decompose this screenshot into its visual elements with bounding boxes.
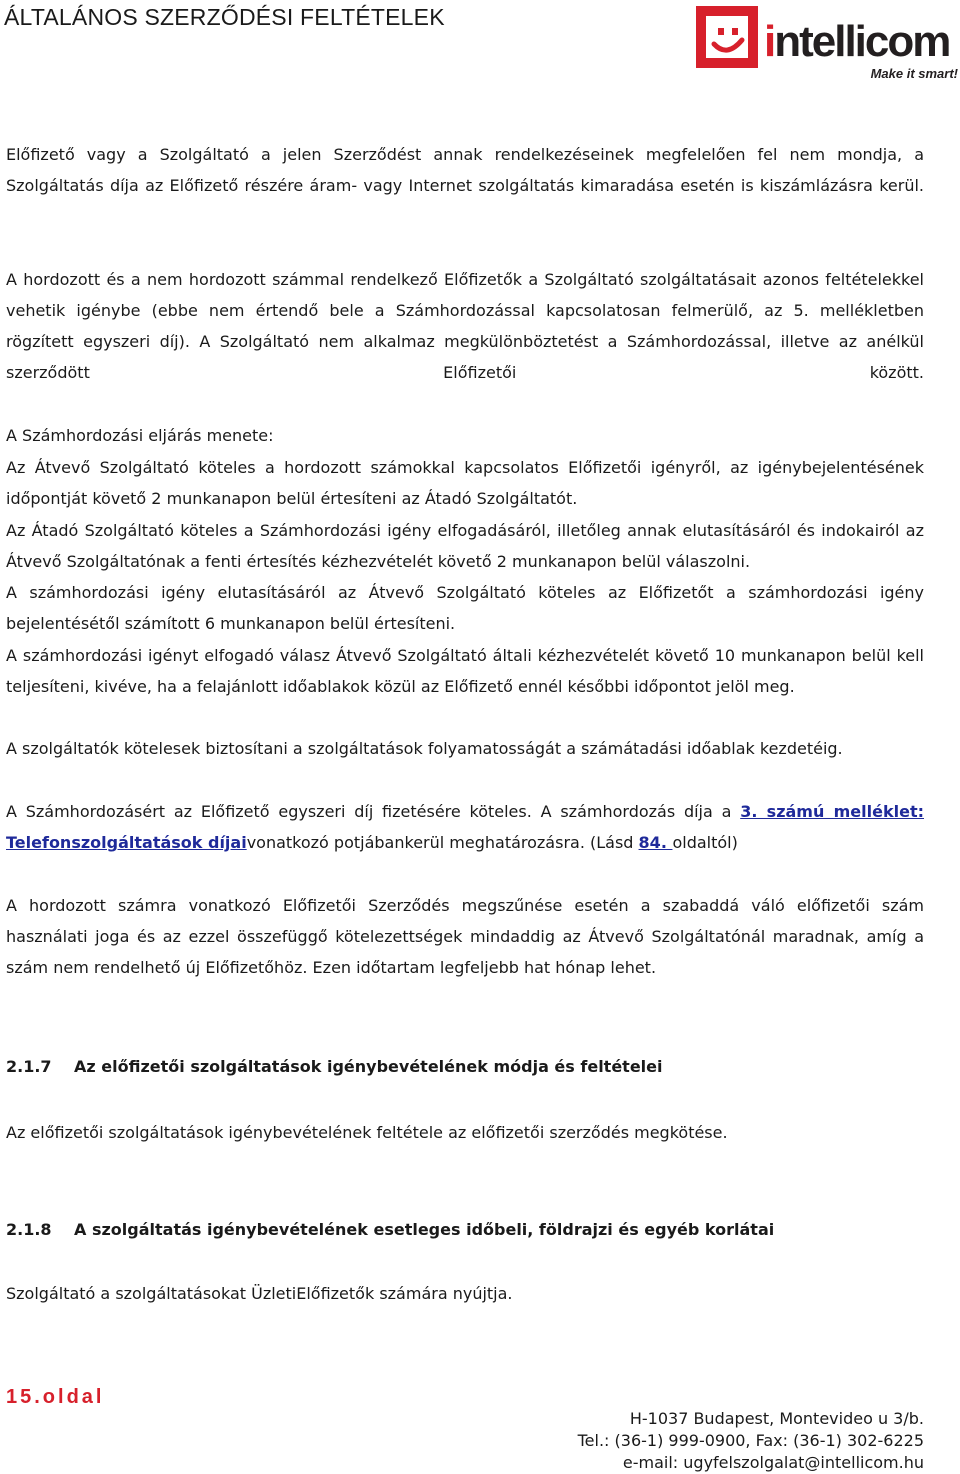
logo-tagline: Make it smart!: [870, 66, 958, 81]
paragraph-porting-fee: [6, 796, 924, 858]
section-number: 2.1.8: [6, 1220, 52, 1239]
paragraph-porting-heading: A Számhordozási eljárás menete:: [6, 426, 274, 445]
porting-fee-text-middle: vonatkozó potjábankerül meghatározásra. (Lásd: [246, 833, 639, 852]
footer-address: H-1037 Budapest, Montevideo u 3/b.: [629, 1409, 924, 1428]
section-title: Az előfizetői szolgáltatások igénybevételének módja és feltételei: [74, 1057, 663, 1076]
paragraph-porting-continuity: A szolgáltatók kötelesek biztosítani a szolgáltatások folyamatosságát a számátadási időablak kezdetéig.: [6, 739, 843, 758]
paragraph-porting-step-2: Az Átadó Szolgáltató köteles a Számhordozási igény elfogadásáról, illetőleg annak elutasításáról és indokairól az Átvevő Szolgáltatónak a fenti értesítés kézhezvételét követő 2 munkanapon belül válaszolni.: [6, 521, 924, 571]
paragraph-porting-step-3: A számhordozási igény elutasításáról az Átvevő Szolgáltató köteles az Előfizetőt a számhordozási igény bejelentésétől számított 6 munkanapon belül értesíteni.: [6, 583, 924, 633]
section-number: 2.1.7: [6, 1057, 52, 1076]
intellicom-logo: [696, 6, 958, 82]
section-title: A szolgáltatás igénybevételének esetleges időbeli, földrajzi és egyéb korlátai: [74, 1220, 775, 1239]
porting-fee-text: A Számhordozásért az Előfizető egyszeri díj fizetésére köteles. A számhordozás díja a: [6, 802, 741, 821]
paragraph-porting-step-4: A számhordozási igényt elfogadó válasz Átvevő Szolgáltató általi kézhezvételét követő 10 munkanapon belül kell teljesíteni, kivéve, ha a felajánlott időablakok közül az Előfizető ennél későbbi időpontot jelöl meg.: [6, 646, 924, 696]
section-heading-2-1-7: [6, 1057, 663, 1076]
page-84-link[interactable]: 84.: [638, 833, 673, 852]
annex-3-link[interactable]: 3. számú melléklet: Telefonszolgáltatások díjai: [6, 802, 924, 852]
document-header-title: ÁLTALÁNOS SZERZŐDÉSI FELTÉTELEK: [4, 4, 445, 30]
footer-email: e-mail: ugyfelszolgalat@intellicom.hu: [622, 1453, 924, 1472]
paragraph-number-reuse: A hordozott számra vonatkozó Előfizetői Szerződés megszűnése esetén a szabaddá váló előfizetői szám használati joga és az ezzel összefüggő kötelezettségek mindaddig az Átvevő Szolgáltatónál maradnak, amíg a szám nem rendelhető új Előfizetőhöz. Ezen időtartam legfeljebb hat hónap lehet.: [6, 896, 924, 977]
logo-wordmark: intellicom: [764, 17, 950, 66]
page-number: 15.oldal: [6, 1386, 105, 1408]
paragraph-equal-terms: A hordozott és a nem hordozott számmal rendelkező Előfizetők a Szolgáltató szolgáltatásait azonos feltételekkel vehetik igénybe (ebbe nem értendő bele a Számhordozással kapcsolatosan felmerülő, az 5. mellékletben rögzített egyszeri díj). A Szolgáltató nem alkalmaz megkülönböztetést a Számhordozással, illetve az anélkül szerződött Előfizetői között.: [6, 270, 924, 382]
logo-mark-icon: [696, 6, 758, 68]
section-body-2-1-7: Az előfizetői szolgáltatások igénybevételének feltétele az előfizetői szerződés megkötése.: [6, 1123, 728, 1142]
section-body-2-1-8: Szolgáltató a szolgáltatásokat ÜzletiElőfizetők számára nyújtja.: [6, 1284, 513, 1303]
section-heading-2-1-8: [6, 1220, 774, 1239]
footer-phone: Tel.: (36-1) 999-0900, Fax: (36-1) 302-6225: [577, 1431, 924, 1450]
paragraph-porting-step-1: Az Átvevő Szolgáltató köteles a hordozott számokkal kapcsolatos Előfizetői igényről, az igénybejelentésének időpontját követő 2 munkanapon belül értesíteni az Átadó Szolgáltatót.: [6, 458, 924, 508]
footer-contact: [578, 1408, 924, 1474]
porting-fee-text-end: oldaltól): [672, 833, 738, 852]
paragraph-subscription-fee: Előfizető vagy a Szolgáltató a jelen Szerződést annak rendelkezéseinek megfelelően fel nem mondja, a Szolgáltatás díja az Előfizető részére áram- vagy Internet szolgáltatás kimaradása esetén is kiszámlázásra kerül.: [6, 145, 924, 195]
